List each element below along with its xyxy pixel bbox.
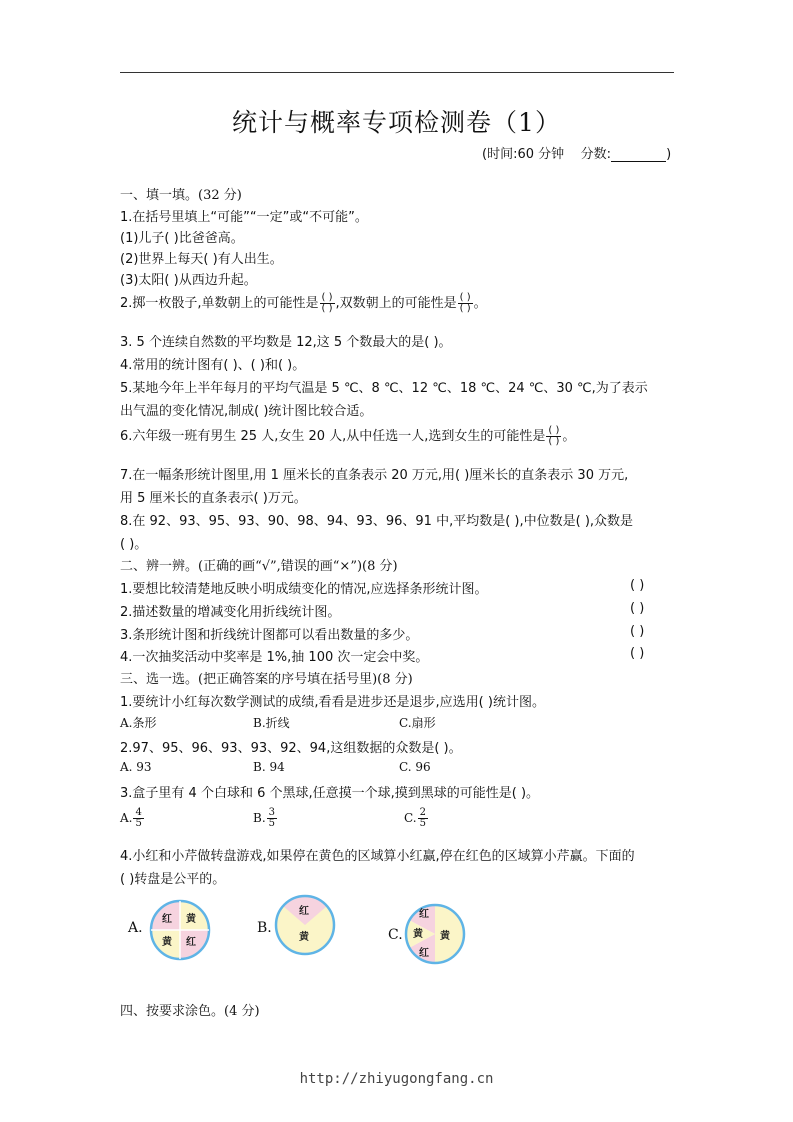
s3-q3: 3.盒子里有 4 个白球和 6 个黑球,任意摸一个球,摸到黑球的可能性是( )。	[120, 786, 540, 801]
score-label: 分数:	[580, 147, 612, 162]
wheel-text-yellow: 黄	[413, 929, 423, 940]
s1-q3: 3. 5 个连续自然数的平均数是 12,这 5 个数最大的是( )。	[120, 335, 452, 350]
score-close: )	[666, 147, 672, 162]
wheel-a-label: A.	[128, 920, 143, 936]
s1-q2-text-c: 。	[473, 296, 487, 311]
option-label: C.	[404, 811, 417, 825]
section-4-heading: 四、按要求涂色。(4 分)	[120, 1004, 260, 1019]
wheel-text-yellow: 黄	[162, 937, 172, 948]
s1-q1a: (1)儿子( )比爸爸高。	[120, 231, 244, 246]
top-rule	[120, 72, 674, 73]
s1-q5b: 出气温的变化情况,制成( )统计图比较合适。	[120, 404, 373, 419]
s3-q2-option-b: B. 94	[253, 760, 285, 774]
answer-bracket: ( )	[630, 578, 645, 593]
fraction-den: 5	[268, 818, 276, 829]
spinner-wheel-a	[148, 898, 212, 962]
s3-q3-option-c	[404, 808, 429, 829]
s3-q2-option-c: C. 96	[399, 760, 431, 774]
wheel-text-red: 红	[419, 909, 429, 920]
s2-item-4: 4.一次抽奖活动中奖率是 1%,抽 100 次一定会中奖。	[120, 650, 429, 665]
option-fraction	[267, 808, 277, 829]
answer-bracket: ( )	[630, 601, 645, 616]
wheel-c-label: C.	[388, 927, 403, 943]
s1-q1c: (3)太阳( )从西边升起。	[120, 273, 257, 288]
wheel-b-label: B.	[257, 920, 272, 936]
s1-q1: 1.在括号里填上“可能”“一定”或“不可能”。	[120, 210, 368, 225]
fraction-den: 5	[135, 818, 142, 829]
s1-q4: 4.常用的统计图有( )、( )和( )。	[120, 358, 306, 373]
s1-q2	[120, 292, 487, 314]
s1-q8b: ( )。	[120, 537, 148, 552]
s1-q6-text-a: 6.六年级一班有男生 25 人,女生 20 人,从中任选一人,选到女生的可能性是	[120, 429, 546, 444]
s3-q4a: 4.小红和小芹做转盘游戏,如果停在黄色的区域算小红赢,停在红色的区域算小芹赢。下面的	[120, 849, 635, 864]
s1-q1b: (2)世界上每天( )有人出生。	[120, 252, 283, 267]
option-label: B.	[253, 811, 266, 825]
s1-q6-text-b: 。	[562, 429, 576, 444]
fraction-num: 2	[419, 807, 426, 818]
option-fraction	[418, 808, 428, 829]
fraction-num: 3	[268, 807, 276, 818]
section-1-heading: 一、填一填。(32 分)	[120, 188, 242, 203]
s1-q6	[120, 425, 575, 447]
s1-q8a: 8.在 92、93、95、93、90、98、94、93、96、91 中,平均数是( ),中位数是( ),众数是	[120, 514, 634, 529]
fraction-blank-num: ( )	[548, 425, 560, 436]
s2-item-3: 3.条形统计图和折线统计图都可以看出数量的多少。	[120, 628, 419, 643]
s1-q2-text-a: 2.掷一枚骰子,单数朝上的可能性是	[120, 296, 319, 311]
s3-q4b: ( )转盘是公平的。	[120, 872, 226, 887]
wheel-text-red: 红	[186, 937, 196, 948]
s2-item-1: 1.要想比较清楚地反映小明成绩变化的情况,应选择条形统计图。	[120, 582, 488, 597]
fraction-blank-den: ( )	[321, 303, 333, 314]
s3-q3-option-a	[120, 808, 145, 829]
wheel-text-yellow: 黄	[299, 932, 309, 943]
answer-bracket: ( )	[630, 646, 645, 661]
fraction-blank-num: ( )	[459, 292, 471, 303]
wheel-text-red: 红	[299, 906, 309, 917]
s3-q2: 2.97、95、96、93、93、92、94,这组数据的众数是( )。	[120, 741, 462, 756]
s3-q2-option-a: A. 93	[120, 760, 152, 774]
page-title: 统计与概率专项检测卷（1）	[232, 108, 561, 137]
answer-bracket: ( )	[630, 624, 645, 639]
fraction-blank-den: ( )	[459, 303, 471, 314]
s1-q2-text-b: ,双数朝上的可能性是	[335, 296, 457, 311]
fraction-den: 5	[419, 818, 426, 829]
s2-item-2: 2.描述数量的增减变化用折线统计图。	[120, 605, 341, 620]
s1-q7b: 用 5 厘米长的直条表示( )万元。	[120, 491, 307, 506]
fraction-blank	[458, 293, 473, 314]
spinner-wheel-b	[273, 893, 337, 957]
s3-q1-option-c: C.扇形	[399, 716, 436, 730]
score-blank	[611, 149, 666, 162]
fraction-blank-den: ( )	[548, 436, 560, 447]
wheel-text-red: 红	[162, 914, 172, 925]
s3-q1-option-a: A.条形	[120, 716, 157, 730]
s1-q5a: 5.某地今年上半年每月的平均气温是 5 ℃、8 ℃、12 ℃、18 ℃、24 ℃、30 ℃,为了表示	[120, 381, 648, 396]
s1-q7a: 7.在一幅条形统计图里,用 1 厘米长的直条表示 20 万元,用( )厘米长的直条表示 30 万元,	[120, 468, 629, 483]
fraction-blank	[320, 293, 335, 314]
wheel-text-red: 红	[419, 948, 429, 959]
fraction-blank	[546, 426, 561, 447]
time-score-line	[482, 143, 671, 162]
option-fraction	[133, 808, 143, 829]
section-3-heading: 三、选一选。(把正确答案的序号填在括号里)(8 分)	[120, 672, 413, 687]
s3-q1: 1.要统计小红每次数学测试的成绩,看看是进步还是退步,应选用( )统计图。	[120, 695, 545, 710]
fraction-num: 4	[135, 807, 142, 818]
s3-q3-option-b	[253, 808, 278, 829]
s3-q1-option-b: B.折线	[253, 716, 290, 730]
fraction-blank-num: ( )	[321, 292, 333, 303]
time-text: (时间:60 分钟	[482, 147, 565, 162]
footer-url: http://zhiyugongfang.cn	[299, 1071, 494, 1087]
wheel-text-yellow: 黄	[440, 931, 450, 942]
wheel-text-yellow: 黄	[186, 914, 196, 925]
option-label: A.	[120, 811, 133, 825]
spinner-wheel-c	[404, 903, 466, 965]
section-2-heading: 二、辨一辨。(正确的画“√”,错误的画“×”)(8 分)	[120, 559, 398, 574]
